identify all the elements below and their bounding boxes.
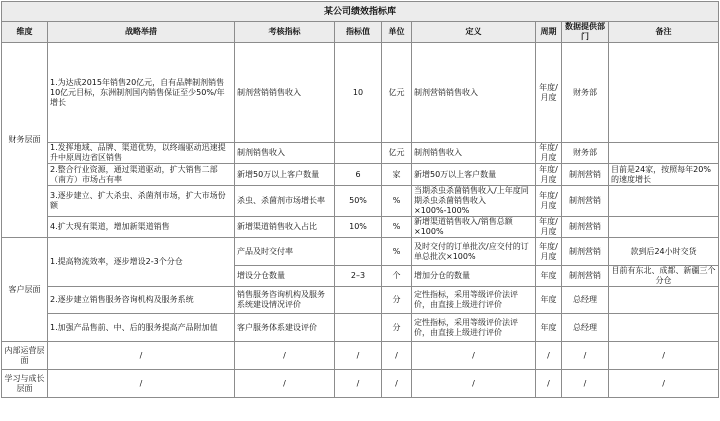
slash-cell: /	[562, 342, 609, 370]
definition-cell: 定性指标，采用等级评价法评价，由直接上级进行评价	[412, 314, 536, 342]
kpi-cell: 产品及时交付率	[235, 238, 335, 266]
unit-cell: 亿元	[382, 143, 412, 164]
dimension-finance: 财务层面	[2, 43, 48, 238]
strategy-cell: 1.加强产品售前、中、后的服务提高产品附加值	[48, 314, 235, 342]
header-unit: 单位	[382, 22, 412, 43]
source-cell: 制剂营销	[562, 164, 609, 186]
unit-cell: 分	[382, 314, 412, 342]
slash-cell: /	[235, 342, 335, 370]
value-cell	[335, 238, 382, 266]
slash-cell: /	[562, 370, 609, 398]
period-cell: 年度	[536, 266, 562, 287]
table-row	[2, 217, 719, 238]
period-cell: 年度/月度	[536, 164, 562, 186]
period-cell: 年度/月度	[536, 143, 562, 164]
table-row	[2, 314, 719, 342]
kpi-cell: 杀虫、杀菌剂市场增长率	[235, 186, 335, 217]
header-row	[2, 22, 719, 43]
kpi-cell: 销售服务咨询机构及服务系统建设情况评价	[235, 287, 335, 314]
value-cell	[335, 314, 382, 342]
period-cell: 年度/月度	[536, 43, 562, 143]
remark-cell	[609, 217, 719, 238]
source-cell: 总经理	[562, 287, 609, 314]
unit-cell: 分	[382, 287, 412, 314]
header-source: 数据提供部门	[562, 22, 609, 43]
definition-cell: 新增渠道销售收入/销售总额×100%	[412, 217, 536, 238]
kpi-table	[1, 1, 719, 398]
unit-cell: %	[382, 186, 412, 217]
remark-cell	[609, 186, 719, 217]
remark-cell	[609, 43, 719, 143]
header-strategy: 战略举措	[48, 22, 235, 43]
remark-cell	[609, 143, 719, 164]
source-cell: 制剂营销	[562, 217, 609, 238]
definition-cell: 制剂营销销售收入	[412, 43, 536, 143]
remark-cell: 目前有东北、成都、新疆三个分仓	[609, 266, 719, 287]
slash-cell: /	[48, 370, 235, 398]
value-cell: 6	[335, 164, 382, 186]
table-row	[2, 370, 719, 398]
period-cell: 年度	[536, 287, 562, 314]
period-cell: 年度	[536, 314, 562, 342]
source-cell: 制剂营销	[562, 266, 609, 287]
slash-cell: /	[382, 342, 412, 370]
definition-cell: 定性指标，采用等级评价法评价，由直接上级进行评价	[412, 287, 536, 314]
slash-cell: /	[536, 342, 562, 370]
source-cell: 财务部	[562, 143, 609, 164]
title-row	[2, 2, 719, 22]
definition-cell: 当期杀虫杀菌销售收入/上年度同期杀虫杀菌销售收入×100%-100%	[412, 186, 536, 217]
slash-cell: /	[536, 370, 562, 398]
period-cell: 年度/月度	[536, 217, 562, 238]
header-dimension: 维度	[2, 22, 48, 43]
unit-cell: %	[382, 217, 412, 238]
kpi-cell: 增设分仓数量	[235, 266, 335, 287]
slash-cell: /	[609, 370, 719, 398]
strategy-cell: 2.整合行业资源，通过渠道驱动，扩大销售二部（南方）市场占有率	[48, 164, 235, 186]
unit-cell: 家	[382, 164, 412, 186]
value-cell: 50%	[335, 186, 382, 217]
header-period: 周期	[536, 22, 562, 43]
kpi-cell: 制剂销售收入	[235, 143, 335, 164]
value-cell: 10	[335, 43, 382, 143]
header-kpi: 考核指标	[235, 22, 335, 43]
slash-cell: /	[335, 370, 382, 398]
slash-cell: /	[48, 342, 235, 370]
remark-cell: 目前是24家，按照每年20%的速度增长	[609, 164, 719, 186]
period-cell: 年度/月度	[536, 238, 562, 266]
kpi-cell: 客户服务体系建设评价	[235, 314, 335, 342]
table-row	[2, 287, 719, 314]
header-definition: 定义	[412, 22, 536, 43]
slash-cell: /	[235, 370, 335, 398]
dimension-internal: 内部运营层面	[2, 342, 48, 370]
value-cell	[335, 287, 382, 314]
table-row	[2, 164, 719, 186]
slash-cell: /	[335, 342, 382, 370]
strategy-cell: 1.为达成2015年销售20亿元，自有品牌制剂销售10亿元目标，东洲制剂国内销售保证至少50%/年增长	[48, 43, 235, 143]
strategy-cell: 1.提高物流效率，逐步增设2-3个分仓	[48, 238, 235, 287]
slash-cell: /	[382, 370, 412, 398]
source-cell: 制剂营销	[562, 186, 609, 217]
table-title: 某公司绩效指标库	[2, 2, 719, 22]
source-cell: 财务部	[562, 43, 609, 143]
strategy-cell: 4.扩大现有渠道，增加新渠道销售	[48, 217, 235, 238]
header-remark: 备注	[609, 22, 719, 43]
table-row	[2, 143, 719, 164]
kpi-cell: 制剂营销销售收入	[235, 43, 335, 143]
kpi-cell: 新增渠道销售收入占比	[235, 217, 335, 238]
value-cell: 10%	[335, 217, 382, 238]
definition-cell: 制剂销售收入	[412, 143, 536, 164]
table-row	[2, 238, 719, 266]
table-row	[2, 186, 719, 217]
strategy-cell: 1.发挥地域、品牌、渠道优势，以终端驱动迅速提升中原周边省区销售	[48, 143, 235, 164]
unit-cell: 亿元	[382, 43, 412, 143]
unit-cell: %	[382, 238, 412, 266]
table-row	[2, 43, 719, 143]
dimension-learning: 学习与成长层面	[2, 370, 48, 398]
definition-cell: 增加分仓的数量	[412, 266, 536, 287]
remark-cell	[609, 314, 719, 342]
value-cell: 2–3	[335, 266, 382, 287]
slash-cell: /	[609, 342, 719, 370]
source-cell: 总经理	[562, 314, 609, 342]
definition-cell: 及时交付的订单批次/应交付的订单总批次×100%	[412, 238, 536, 266]
value-cell	[335, 143, 382, 164]
remark-cell	[609, 287, 719, 314]
strategy-cell: 2.逐步建立销售服务咨询机构及服务系统	[48, 287, 235, 314]
definition-cell: 新增50万以上客户数量	[412, 164, 536, 186]
source-cell: 制剂营销	[562, 238, 609, 266]
table-row	[2, 342, 719, 370]
dimension-customer: 客户层面	[2, 238, 48, 342]
slash-cell: /	[412, 342, 536, 370]
period-cell: 年度/月度	[536, 186, 562, 217]
kpi-cell: 新增50万以上客户数量	[235, 164, 335, 186]
strategy-cell: 3.逐步建立、扩大杀虫、杀菌剂市场，扩大市场份额	[48, 186, 235, 217]
slash-cell: /	[412, 370, 536, 398]
unit-cell: 个	[382, 266, 412, 287]
header-value: 指标值	[335, 22, 382, 43]
remark-cell: 款到后24小时交货	[609, 238, 719, 266]
